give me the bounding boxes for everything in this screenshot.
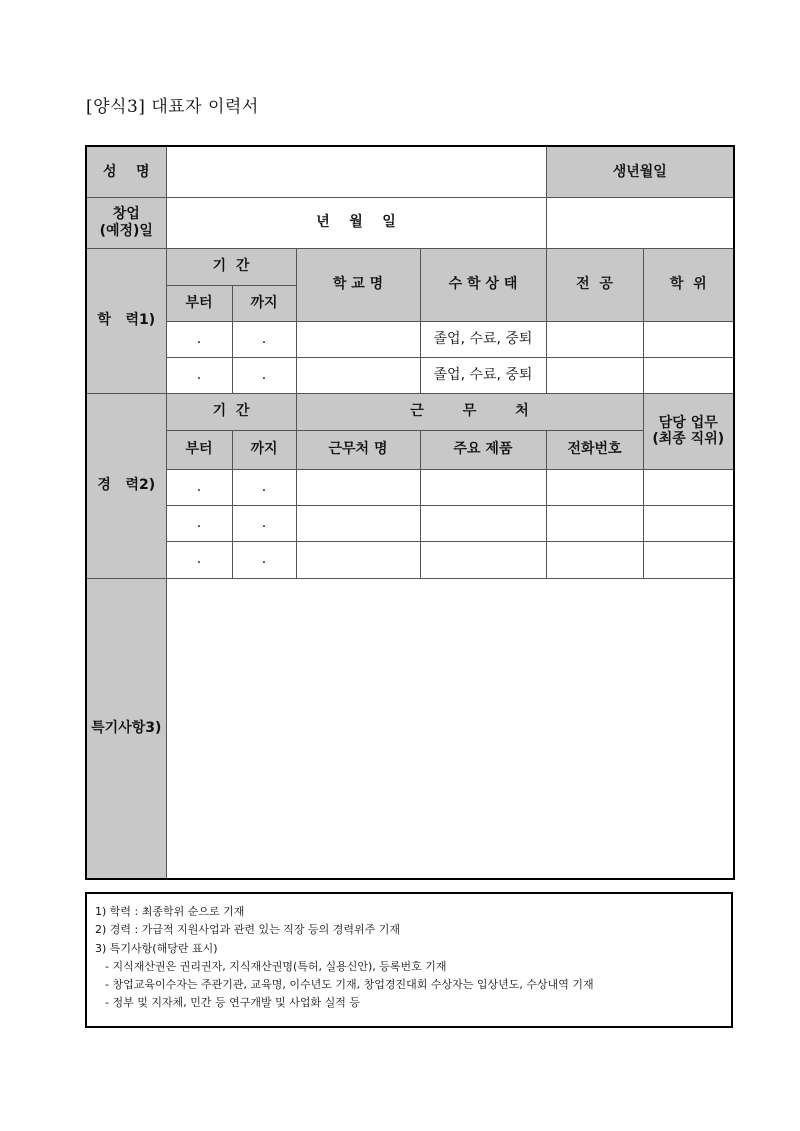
founding-date-cell[interactable]	[166, 197, 546, 248]
career-label: 경 력2)	[86, 393, 166, 578]
workplace-name-header: 근무처 명	[296, 430, 420, 469]
major-cell[interactable]	[546, 357, 643, 393]
school-name-cell[interactable]	[296, 357, 420, 393]
education-header-row	[86, 248, 734, 285]
document-title: [양식3] 대표자 이력서	[86, 97, 259, 117]
duty-header-line2: (최종 직위)	[652, 431, 725, 447]
workplace-group-header: 근 무 처	[296, 393, 643, 430]
major-header: 전 공	[546, 248, 643, 321]
duty-header-line1: 담당 업무	[658, 414, 718, 431]
phone-cell[interactable]	[546, 505, 643, 541]
career-header-row	[86, 393, 734, 430]
education-to-cell[interactable]: .	[232, 321, 296, 357]
footnote-3: 3) 특기사항(해당란 표시)	[95, 941, 218, 955]
major-cell[interactable]	[546, 321, 643, 357]
main-product-cell[interactable]	[420, 541, 546, 578]
career-period-header: 기 간	[166, 393, 296, 430]
table-row	[86, 357, 734, 393]
table-row	[86, 541, 734, 578]
education-label: 학 력1)	[86, 248, 166, 393]
education-from-cell[interactable]: .	[166, 357, 232, 393]
main-product-header: 주요 제품	[420, 430, 546, 469]
birth-input-cell[interactable]	[546, 197, 734, 248]
duty-cell[interactable]	[643, 505, 734, 541]
career-from-cell[interactable]: .	[166, 469, 232, 505]
duty-cell[interactable]	[643, 541, 734, 578]
table-row	[86, 505, 734, 541]
workplace-name-cell[interactable]	[296, 505, 420, 541]
study-status-cell[interactable]: 졸업, 수료, 중퇴	[420, 321, 546, 357]
name-input-cell[interactable]	[166, 146, 546, 197]
resume-form-table	[85, 145, 735, 880]
footnotes-box	[85, 892, 733, 1028]
special-row	[86, 578, 734, 879]
founding-label-line2: (예정)일	[99, 222, 153, 239]
duty-cell[interactable]	[643, 469, 734, 505]
main-product-cell[interactable]	[420, 469, 546, 505]
special-input-cell[interactable]	[166, 578, 734, 879]
education-to-header: 까지	[232, 285, 296, 321]
study-status-cell[interactable]: 졸업, 수료, 중퇴	[420, 357, 546, 393]
education-to-cell[interactable]: .	[232, 357, 296, 393]
workplace-name-cell[interactable]	[296, 541, 420, 578]
name-label: 성 명	[86, 146, 166, 197]
footnote-3-sub-1: - 지식재산권은 권리권자, 지식재산권명(특허, 실용신안), 등록번호 기재	[105, 959, 447, 973]
founding-label	[86, 197, 166, 248]
degree-header: 학 위	[643, 248, 734, 321]
career-to-cell[interactable]: .	[232, 469, 296, 505]
school-name-cell[interactable]	[296, 321, 420, 357]
duty-header	[643, 393, 734, 469]
workplace-name-cell[interactable]	[296, 469, 420, 505]
birth-label: 생년월일	[546, 146, 734, 197]
phone-cell[interactable]	[546, 469, 643, 505]
school-name-header: 학 교 명	[296, 248, 420, 321]
name-row	[86, 146, 734, 197]
phone-header: 전화번호	[546, 430, 643, 469]
footnote-3-sub-3: - 정부 및 지자체, 민간 등 연구개발 및 사업화 실적 등	[105, 996, 360, 1010]
table-row	[86, 469, 734, 505]
career-subheader-row	[86, 430, 734, 469]
founding-label-line1: 창업	[112, 206, 140, 223]
footnote-3-sub-2: - 창업교육이수자는 주관기관, 교육명, 이수년도 기재, 창업경진대회 수상자는 입상년도, 수상내역 기재	[105, 978, 594, 992]
footnote-2: 2) 경력 : 가급적 지원사업과 관련 있는 직장 등의 경력위주 기재	[95, 923, 400, 937]
study-status-header: 수 학 상 태	[420, 248, 546, 321]
career-from-cell[interactable]: .	[166, 505, 232, 541]
career-to-cell[interactable]: .	[232, 505, 296, 541]
footnote-1: 1) 학력 : 최종학위 순으로 기재	[95, 905, 245, 918]
founding-date-text: 년 월 일	[316, 214, 396, 231]
career-from-cell[interactable]: .	[166, 541, 232, 578]
main-product-cell[interactable]	[420, 505, 546, 541]
career-to-header: 까지	[232, 430, 296, 469]
career-from-header: 부터	[166, 430, 232, 469]
education-from-header: 부터	[166, 285, 232, 321]
table-row	[86, 321, 734, 357]
education-period-header: 기 간	[166, 248, 296, 285]
education-from-cell[interactable]: .	[166, 321, 232, 357]
career-to-cell[interactable]: .	[232, 541, 296, 578]
degree-cell[interactable]	[643, 357, 734, 393]
founding-row	[86, 197, 734, 248]
degree-cell[interactable]	[643, 321, 734, 357]
phone-cell[interactable]	[546, 541, 643, 578]
special-label: 특기사항3)	[86, 578, 166, 879]
